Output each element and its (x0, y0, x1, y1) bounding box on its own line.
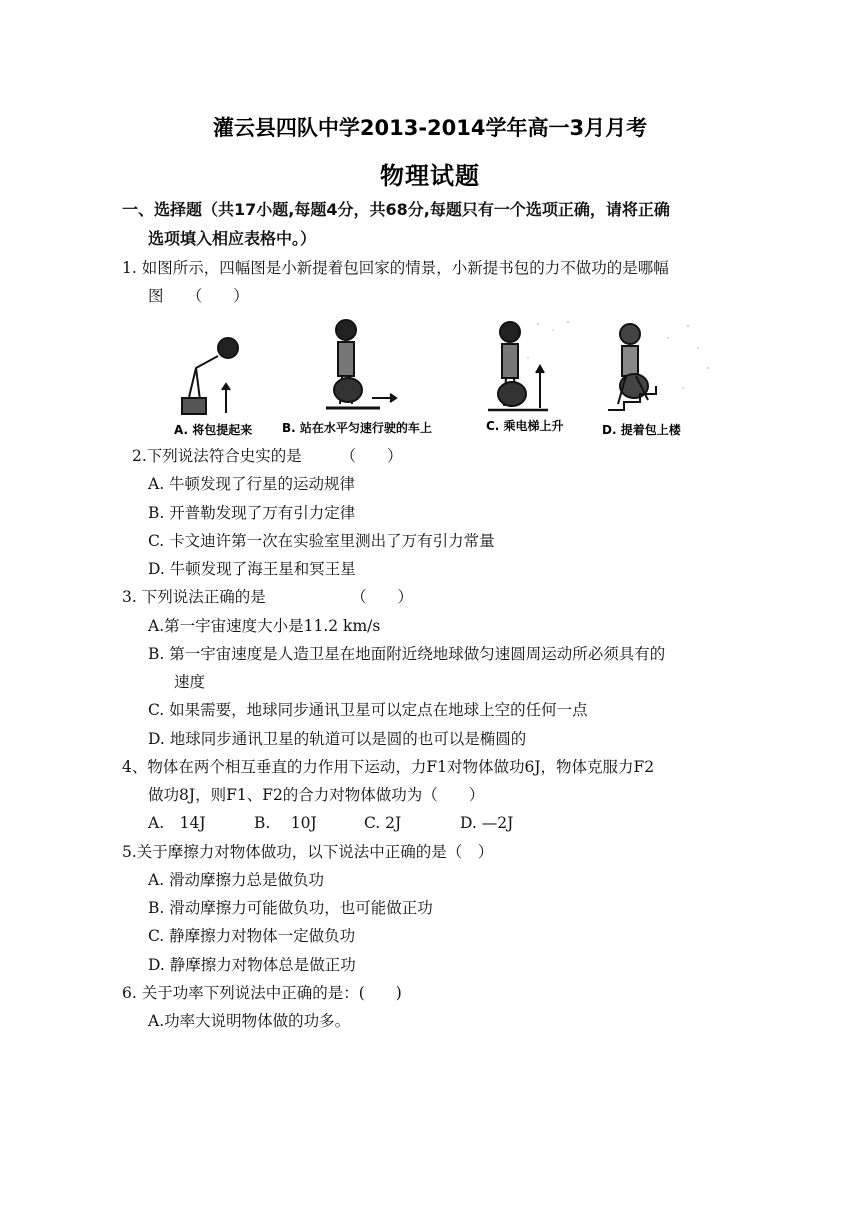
q3-option-a: A.第一宇宙速度大小是11.2 km/s (148, 617, 381, 635)
q1-figure (168, 318, 716, 440)
q1-stem-line2: 图 （ ） (148, 287, 249, 305)
q3-option-c: C. 如果需要，地球同步通讯卫星可以定点在地球上空的任何一点 (148, 701, 588, 719)
q5-stem: 5.关于摩擦力对物体做功，以下说法中正确的是（ ） (122, 843, 494, 861)
q4-stem-line2: 做功8J，则F1、F2的合力对物体做功为（ ） (148, 786, 485, 804)
panel-b-person (326, 320, 396, 408)
q4-option-d: D. —2J (460, 814, 514, 832)
section-heading-line2: 选项填入相应表格中。） (148, 229, 317, 248)
caption-c: C. 乘电梯上升 (486, 419, 564, 433)
caption-a: A. 将包提起来 (174, 423, 253, 437)
caption-d: D. 提着包上楼 (602, 423, 681, 437)
panel-a-person (182, 338, 238, 414)
q2-stem: 2.下列说法符合史实的是 （ ） (132, 447, 403, 465)
q3-stem: 3. 下列说法正确的是 （ ） (122, 588, 413, 606)
q2-option-d: D. 牛顿发现了海王星和冥王星 (148, 560, 356, 578)
q3-option-b-line1: B. 第一宇宙速度是人造卫星在地面附近绕地球做匀速圆周运动所必须具有的 (148, 645, 666, 663)
q4-option-c: C. 2J (364, 814, 402, 832)
q2-option-c: C. 卡文迪许第一次在实验室里测出了万有引力常量 (148, 532, 495, 550)
q1-stem-line1: 1. 如图所示，四幅图是小新提着包回家的情景，小新提书包的力不做功的是哪幅 (122, 259, 669, 277)
q5-option-c: C. 静摩擦力对物体一定做负功 (148, 927, 356, 945)
q5-option-d: D. 静摩擦力对物体总是做正功 (148, 956, 356, 974)
q5-option-a: A. 滑动摩擦力总是做负功 (148, 871, 325, 889)
q4-option-b: B. 10J (254, 814, 317, 832)
q4-stem-line1: 4、物体在两个相互垂直的力作用下运动，力F1对物体做功6J，物体克服力F2 (122, 758, 655, 776)
section-heading-line1: 一、选择题（共17小题,每题4分，共68分,每题只有一个选项正确，请将正确 (122, 200, 670, 219)
panel-d-person (608, 324, 656, 410)
q2-option-a: A. 牛顿发现了行星的运动规律 (148, 475, 356, 493)
q4-options (148, 813, 513, 833)
exam-subtitle: 物理试题 (380, 162, 480, 190)
q6-option-a: A.功率大说明物体做的功多。 (148, 1012, 351, 1030)
q2-option-b: B. 开普勒发现了万有引力定律 (148, 504, 356, 522)
panel-c-person (488, 322, 548, 410)
q3-option-d: D. 地球同步通讯卫星的轨道可以是圆的也可以是椭圆的 (148, 730, 527, 748)
q6-stem: 6. 关于功率下列说法中正确的是：( ) (122, 984, 402, 1002)
exam-title: 灌云县四队中学2013-2014学年高一3月月考 (212, 116, 648, 140)
q5-option-b: B. 滑动摩擦力可能做负功，也可能做正功 (148, 899, 433, 917)
q3-option-b-line2: 速度 (174, 673, 206, 691)
q4-option-a: A. 14J (148, 814, 206, 832)
caption-b: B. 站在水平匀速行驶的车上 (282, 421, 432, 435)
